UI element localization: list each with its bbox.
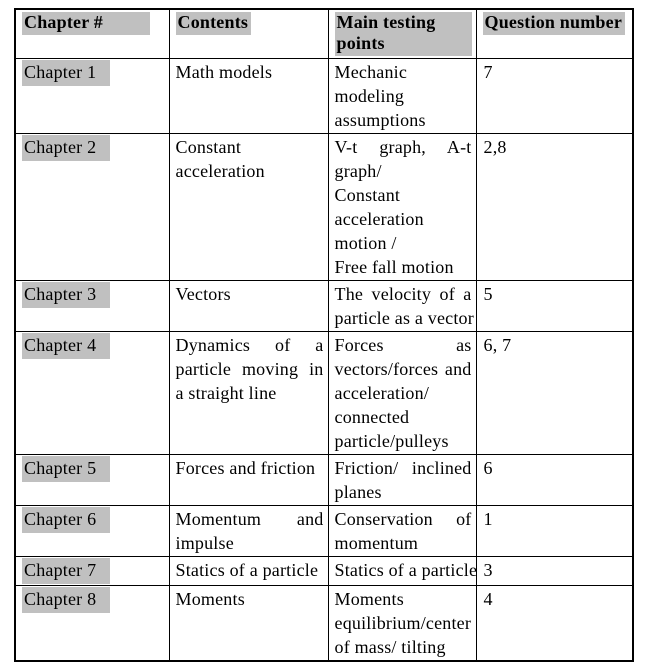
contents-cell (169, 134, 328, 281)
chapter-label: Chapter 7 (22, 558, 110, 584)
question-number-cell: 2,8 (476, 134, 633, 281)
header-cell-contents (169, 9, 328, 59)
text-line: momentum (334, 533, 419, 553)
text-line: impulse (175, 533, 234, 553)
question-number-cell: 7 (476, 59, 633, 134)
testing-points-cell (328, 586, 476, 662)
text-line: equilibrium/center (334, 613, 472, 633)
text-line: Moments (175, 589, 245, 609)
text-line: Conservation of (334, 509, 472, 529)
question-number-cell: 5 (476, 281, 633, 332)
testing-points-cell (328, 506, 476, 557)
question-number-cell: 6 (476, 455, 633, 506)
text-line: planes (334, 482, 382, 502)
contents-cell (169, 557, 328, 586)
header-label-question-number: Question number (483, 12, 626, 35)
contents-cell (169, 332, 328, 455)
header-cell-question-number (476, 9, 633, 59)
header-label-chapter: Chapter # (22, 12, 150, 35)
contents-cell (169, 455, 328, 506)
testing-points-cell (328, 281, 476, 332)
table-row (15, 586, 633, 662)
header-cell-chapter (15, 9, 169, 59)
text-line: Momentum and (175, 509, 324, 529)
text-line: connected (334, 407, 410, 427)
testing-points-cell (328, 59, 476, 134)
text-line: Forces as (334, 335, 472, 355)
text-line: particle as a vector (334, 308, 474, 328)
testing-points-cell (328, 134, 476, 281)
text-line: The velocity of a (334, 284, 472, 304)
contents-cell (169, 281, 328, 332)
chapter-cell (15, 506, 169, 557)
text-line: Dynamics of a (175, 335, 324, 355)
chapter-cell (15, 557, 169, 586)
header-label-contents: Contents (176, 12, 252, 35)
table-row (15, 332, 633, 455)
table-row (15, 455, 633, 506)
text-line: vectors/forces and (334, 359, 472, 379)
text-line: a straight line (175, 383, 277, 403)
chapters-table (14, 8, 634, 662)
text-line: Vectors (175, 284, 231, 304)
chapter-label: Chapter 6 (22, 507, 110, 533)
text-line: acceleration/ (334, 383, 430, 403)
text-line: modeling (334, 86, 405, 106)
text-line: particle/pulleys (334, 431, 449, 451)
chapter-cell (15, 586, 169, 662)
text-line: Moments (334, 589, 404, 609)
text-line: graph/ (334, 161, 382, 181)
text-line: Statics of a particle (334, 560, 478, 580)
text-line: acceleration (334, 209, 424, 229)
table-body (15, 59, 633, 662)
text-line: acceleration (175, 161, 265, 181)
testing-points-cell (328, 557, 476, 586)
chapter-cell (15, 59, 169, 134)
testing-points-cell (328, 332, 476, 455)
text-line: Math models (175, 62, 273, 82)
question-number-cell: 6, 7 (476, 332, 633, 455)
text-line: Statics of a particle (175, 560, 319, 580)
text-line: particle moving in (175, 359, 324, 379)
chapter-cell (15, 332, 169, 455)
text-line: Mechanic (334, 62, 408, 82)
chapter-label: Chapter 2 (22, 135, 110, 161)
header-row (15, 9, 633, 59)
text-line: Constant (334, 185, 401, 205)
question-number-cell: 4 (476, 586, 633, 662)
chapter-label: Chapter 8 (22, 587, 110, 613)
text-line: of mass/ tilting (334, 637, 446, 657)
chapter-cell (15, 281, 169, 332)
chapter-label: Chapter 5 (22, 456, 110, 482)
question-number-cell: 3 (476, 557, 633, 586)
chapter-cell (15, 134, 169, 281)
table-row (15, 557, 633, 586)
text-line: Forces and friction (175, 458, 316, 478)
header-cell-testing-points (328, 9, 476, 59)
chapter-cell (15, 455, 169, 506)
contents-cell (169, 506, 328, 557)
question-number-cell: 1 (476, 506, 633, 557)
text-line: assumptions (334, 110, 426, 130)
text-line: Free fall motion (334, 257, 454, 277)
text-line: Constant (175, 137, 242, 157)
testing-points-cell (328, 455, 476, 506)
chapter-label: Chapter 3 (22, 282, 110, 308)
table-row (15, 281, 633, 332)
text-line: V-t graph, A-t (334, 137, 472, 157)
text-line: motion / (334, 233, 397, 253)
table-row (15, 59, 633, 134)
chapter-label: Chapter 4 (22, 333, 110, 359)
table-row (15, 134, 633, 281)
table-row (15, 506, 633, 557)
chapter-label: Chapter 1 (22, 60, 110, 86)
text-line: Friction/ inclined (334, 458, 472, 478)
contents-cell (169, 59, 328, 134)
contents-cell (169, 586, 328, 662)
header-label-testing-points: Main testing points (335, 12, 472, 56)
